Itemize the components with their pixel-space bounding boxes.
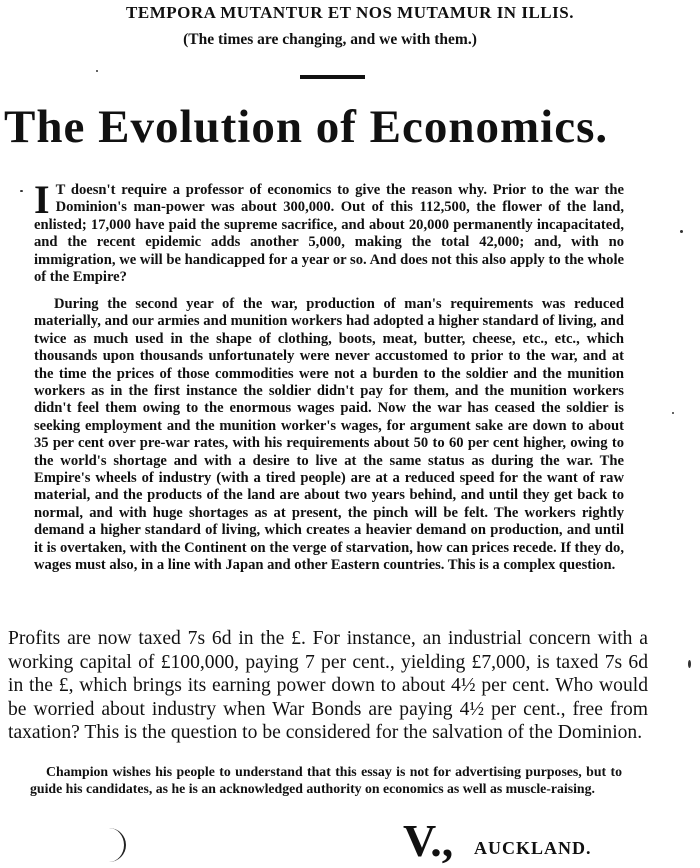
print-speck <box>680 230 683 233</box>
article-title: The Evolution of Economics. <box>4 101 609 153</box>
paragraph-1 <box>34 177 624 286</box>
latin-motto: TEMPORA MUTANTUR ET NOS MUTAMUR IN ILLIS. <box>126 3 574 22</box>
paragraph-2: During the second year of the war, production of man's requirements was reduced materially, and our armies and munition workers had adopted a higher standard of living, and twice as much used in the shape of clothing, boots, meat, butter, cheese, etc., etc., which thousands upon thousands unfortunately were never accustomed to prior to the war, and at the time the prices of those commodities were not a burden to the soldier and the munition workers as in the first instance the soldier didn't pay for them, and the munition workers didn't feel them owing to the enormous wages paid. Now the war has ceased the soldier is seeking employment and the munition worker's wages, for argument sake are down to about 35 per cent over pre-war rates, with his requirements about 50 to 60 per cent higher, owing to the world's shortage and with a desire to live at the same status as during the war. The Empire's wheels of industry (with a tired people) are at a reduced speed for the want of raw material, and the products of the land are about two years behind, and until they get back to normal, and with huge shortages as at present, the pinch will be felt. The workers rightly demand a higher standard of living, which creates a heavier demand on production, and until it is overtaken, with the Continent on the verge of starvation, how can prices recede. If they do, wages must also, in a line with Japan and other Eastern countries. This is a complex question. <box>34 296 624 574</box>
paragraph-4-note: Champion wishes his people to understand that this essay is not for advertising purposes, but to guide his candidates, as he is an acknowledged authority on economics as well as muscle-raising. <box>30 764 622 797</box>
print-speck <box>688 660 691 668</box>
motto-translation: (The times are changing, and we with them.) <box>183 31 477 48</box>
signature-initial: V., <box>403 815 454 866</box>
print-speck <box>672 412 674 414</box>
drop-cap: I <box>34 177 50 222</box>
bracket-mark-icon <box>98 828 126 862</box>
print-speck <box>96 70 98 72</box>
paragraph-1-text: T doesn't require a professor of economics to give the reason why. Prior to the war the Dominion's man-power was about 300,000. Out of this 112,500, the flower of the land, enlisted; 17,000 have paid the supreme sacrifice, and about 20,000 permanently incapacitated, and the recent epidemic adds another 5,000, making the total 42,000; and, with no immigration, we will be handicapped for a year or so. And does not this also apply to the whole of the Empire? <box>34 182 624 286</box>
signature-location: AUCKLAND. <box>474 838 592 858</box>
print-speck <box>20 190 23 192</box>
paragraph-3-large: Profits are now taxed 7s 6d in the £. For instance, an industrial concern with a working capital of £100,000, paying 7 per cent., yielding £7,000, is taxed 7s 6d in the £, which brings its earning power down to about 4½ per cent. Who would be worried about industry when War Bonds are paying 4½ per cent., free from taxation? This is the question to be considered for the salvation of the Dominion. <box>8 628 648 744</box>
title-rule <box>300 75 365 79</box>
